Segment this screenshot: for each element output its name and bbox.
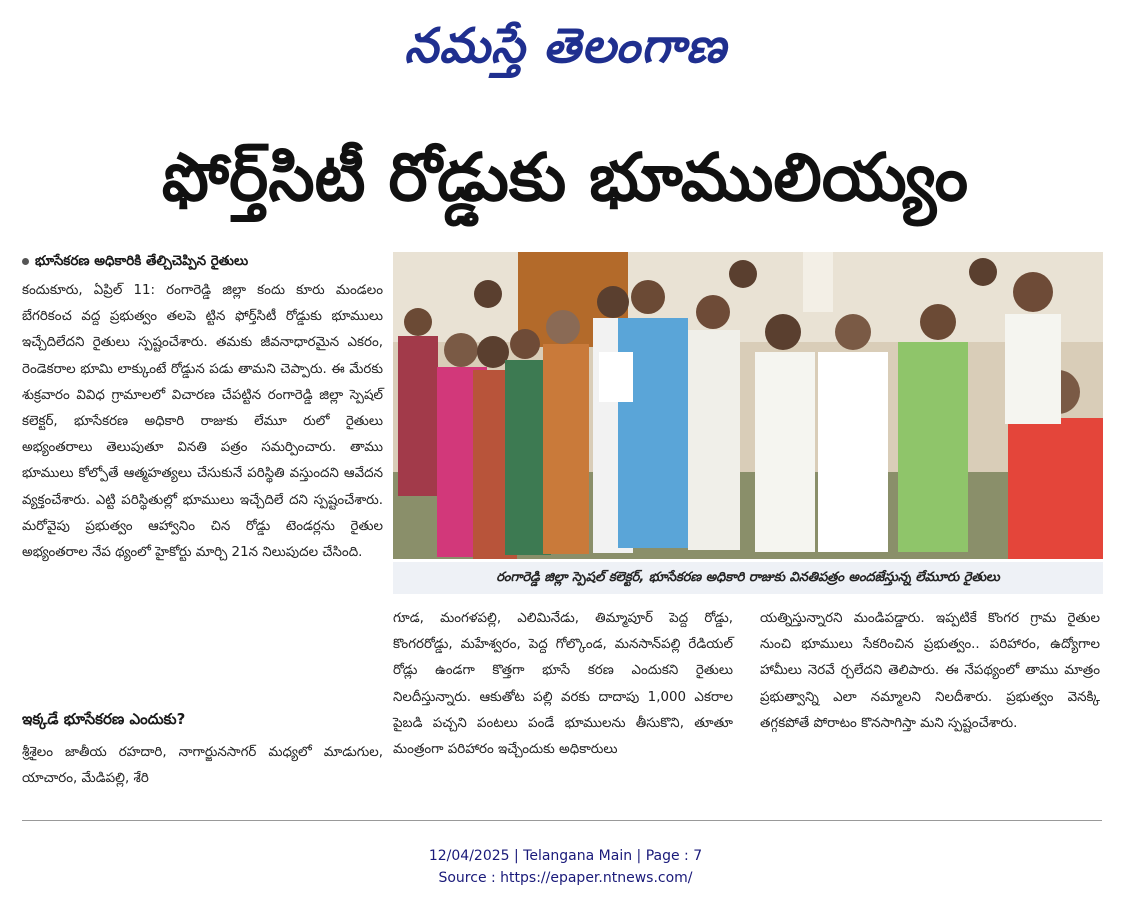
news-photo bbox=[393, 252, 1103, 559]
article-paragraph: శ్రీశైలం జాతీయ రహదారి, నాగార్జునసాగర్ మధ్యలో మాడుగుల, యాచారం, మేడిపల్లి, శేరి bbox=[22, 745, 383, 787]
headline-text: ఫోర్త్‌సిటీ రోడ్డుకు భూములియ్యం bbox=[161, 139, 969, 216]
masthead-title: నమస్తే తెలంగాణ bbox=[404, 18, 727, 74]
article-column-3 bbox=[760, 606, 1100, 737]
masthead bbox=[0, 6, 1131, 86]
footer-divider bbox=[22, 820, 1102, 821]
footer-source: Source : https://epaper.ntnews.com/ bbox=[438, 870, 693, 886]
section-subhead: ఇక్కడే భూసేకరణ ఎందుకు? bbox=[22, 710, 186, 728]
farmers-group-photo bbox=[393, 252, 1103, 559]
footer bbox=[0, 845, 1131, 889]
article-column-2 bbox=[393, 606, 733, 763]
sub-heading-bullet bbox=[22, 250, 383, 272]
article-column-1 bbox=[22, 278, 383, 566]
article-column-1-continued bbox=[22, 740, 383, 792]
headline bbox=[20, 125, 1110, 230]
bullet-icon bbox=[22, 258, 29, 265]
bullet-text: భూసేకరణ అధికారికి తేల్చిచెప్పిన రైతులు bbox=[35, 253, 249, 269]
article-paragraph: యత్నిస్తున్నారని మండిపడ్డారు. ఇప్పటికే కొంగర గ్రామ రైతుల నుంచి భూములు సేకరించిన ప్రభుత్వం.. పరిహారం, ఉద్యోగాల హామీలు నెరవే ర్చలేదని తెలిపారు. ఈ నేపథ్యంలో తాము మాత్రం ప్రభుత్వాన్ని ఎలా నమ్మాలని నిలదీశారు. ప్రభుత్వం వెనక్కి తగ్గకపోతే పోరాటం కొనసాగిస్తా మని స్పష్టంచేశారు. bbox=[760, 611, 1100, 731]
article-paragraph: గూడ, మంగళపల్లి, ఎలిమినేడు, తిమ్మాపూర్ పెద్ద రోడ్డు, కొంగరరోడ్డు, మహేశ్వరం, పెద్ద గోల్కొండ, మనసాన్‌పల్లి రేడియల్ రోడ్లు ఉండగా కొత్తగా భూసే కరణ ఎందుకని రైతులు నిలదీస్తున్నారు. ఆకుతోట పల్లి వరకు దాదాపు 1,000 ఎకరాల పైబడి పచ్చని పంటలు పండే భూములను తీసుకొని, తూతూ మంత్రంగా పరిహారం ఇచ్చేందుకు అధికారులు bbox=[393, 611, 733, 758]
article-paragraph: కందుకూరు, ఏప్రిల్ 11: రంగారెడ్డి జిల్లా కందు కూరు మండలం బేగరికంచ వద్ద ప్రభుత్వం తలపె ట్టిన ఫోర్త్‌సిటీ రోడ్డుకు భూములు ఇచ్చేదిలేదని రైతులు స్పష్టంచేశారు. తమకు జీవనాధారమైన ఎకరం, రెండెకరాల భూమి లాక్కుంటే రోడ్డున పడు తామని చెప్పారు. ఈ మేరకు శుక్రవారం వివిధ గ్రామాలలో విచారణ చేపట్టిన రంగారెడ్డి జిల్లా స్పెషల్ కలెక్టర్, భూసేకరణ అధికారి రాజుకు లేమూ రులో రైతులు అభ్యంతరాలు తెలుపుతూ వినతి పత్రం సమర్పించారు. తాము భూములు కోల్పోతే ఆత్మహత్యలు చేసుకునే పరిస్థితి వస్తుందని ఆవేదన వ్యక్తంచేశారు. ఎట్టి పరిస్థితుల్లో భూములు ఇచ్చేదిలే దని స్పష్టంచేశారు. మరోవైపు ప్రభుత్వం ఆహ్వానిం చిన రోడ్డు టెండర్లను రైతుల అభ్యంతరాల నేప థ్యంలో హైకోర్టు మార్చి 21న నిలుపుదల చేసింది. bbox=[22, 283, 383, 561]
footer-date-edition: 12/04/2025 | Telangana Main | Page : 7 bbox=[428, 848, 703, 864]
photo-caption: రంగారెడ్డి జిల్లా స్పెషల్ కలెక్టర్, భూసేకరణ అధికారి రాజుకు వినతిపత్రం అందజేస్తున్న లేమూరు రైతులు bbox=[393, 562, 1103, 594]
